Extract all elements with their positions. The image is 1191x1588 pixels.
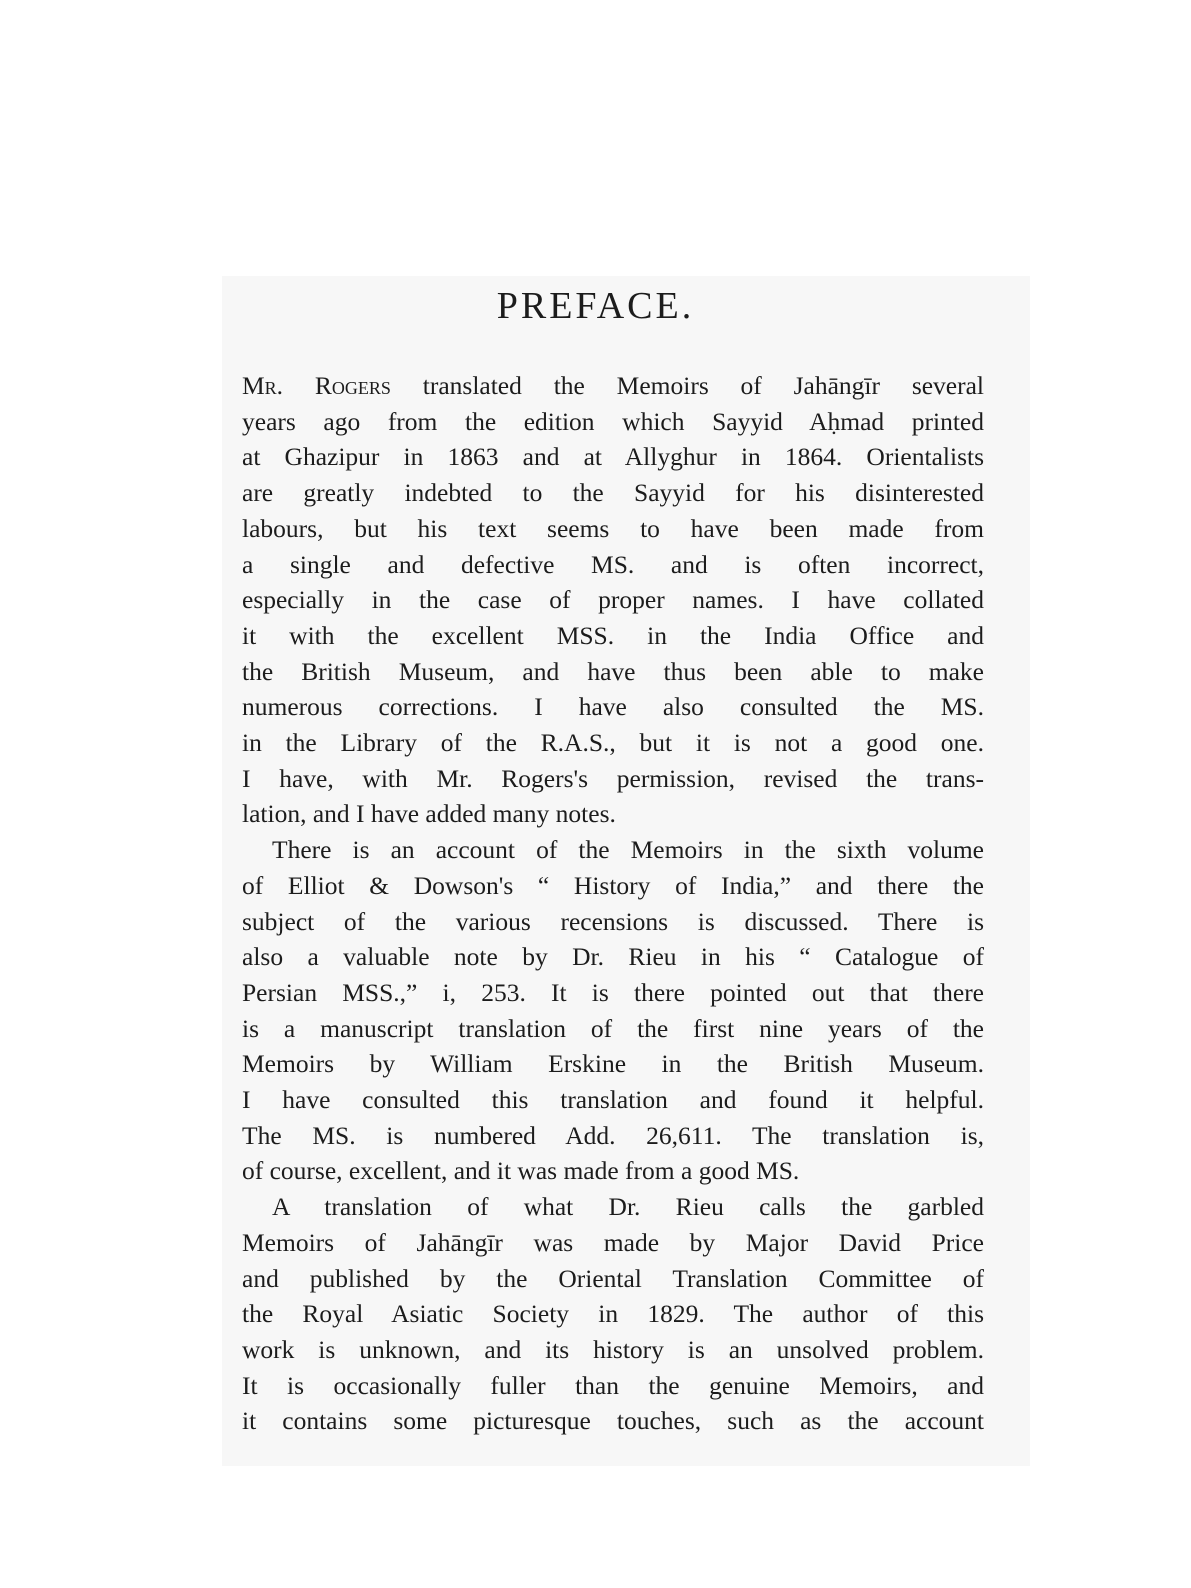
text-line: also a valuable note by Dr. Rieu in his “ Catalogue of: [242, 942, 984, 972]
text-line: There is an account of the Memoirs in the sixth volume: [272, 835, 984, 865]
text-line: and published by the Oriental Translation Committee of: [242, 1263, 984, 1293]
text-line: work is unknown, and its history is an unsolved problem.: [242, 1334, 984, 1364]
text-line: subject of the various recensions is discussed. There is: [242, 906, 984, 936]
text-line: Memoirs by William Erskine in the British Museum.: [242, 1049, 984, 1079]
lead-name: Rogers: [314, 371, 391, 400]
text-line: the British Museum, and have thus been able to make: [242, 656, 984, 686]
paragraph-3: [242, 1189, 984, 1439]
text-line: The MS. is numbered Add. 26,611. The translation is,: [242, 1120, 984, 1150]
text-line: years ago from the edition which Sayyid Aḥmad printed: [242, 406, 984, 436]
text-line: of course, excellent, and it was made from a good MS.: [242, 1156, 800, 1186]
paragraph-2: [242, 832, 984, 1189]
text-line: I have, with Mr. Rogers's permission, revised the trans-: [242, 763, 984, 793]
text-line: Memoirs of Jahāngīr was made by Major David Price: [242, 1227, 984, 1257]
paragraph-1: [242, 368, 984, 832]
preface-text: [242, 368, 984, 1439]
text-line: is a manuscript translation of the first nine years of the: [242, 1013, 984, 1043]
text-line: Persian MSS.,” i, 253. It is there pointed out that there: [242, 977, 984, 1007]
text-line: numerous corrections. I have also consulted the MS.: [242, 692, 984, 722]
text-line: at Ghazipur in 1863 and at Allyghur in 1864. Orientalists: [242, 442, 984, 472]
text-line: A translation of what Dr. Rieu calls the garbled: [272, 1192, 984, 1222]
text-line: labours, but his text seems to have been made from: [242, 513, 984, 543]
lead-mr: Mr.: [242, 371, 284, 400]
text-line: Mr. Rogers translated the Memoirs of Jahāngīr several: [242, 371, 985, 400]
text-line: the Royal Asiatic Society in 1829. The author of this: [242, 1299, 984, 1329]
text-line: It is occasionally fuller than the genuine Memoirs, and: [242, 1370, 984, 1400]
text-line: especially in the case of proper names. I have collated: [242, 585, 984, 615]
text-line: of Elliot & Dowson's “ History of India,” and there the: [242, 870, 984, 900]
page-title: PREFACE.: [496, 285, 695, 327]
text-line: are greatly indebted to the Sayyid for his disinterested: [242, 478, 984, 508]
text-line: it with the excellent MSS. in the India Office and: [242, 620, 984, 650]
text-line: I have consulted this translation and found it helpful.: [242, 1085, 984, 1115]
text-line: lation, and I have added many notes.: [242, 799, 616, 829]
text-line: a single and defective MS. and is often incorrect,: [242, 549, 984, 579]
text-line: in the Library of the R.A.S., but it is not a good one.: [242, 728, 984, 758]
text-line: it contains some picturesque touches, such as the account: [242, 1406, 984, 1436]
